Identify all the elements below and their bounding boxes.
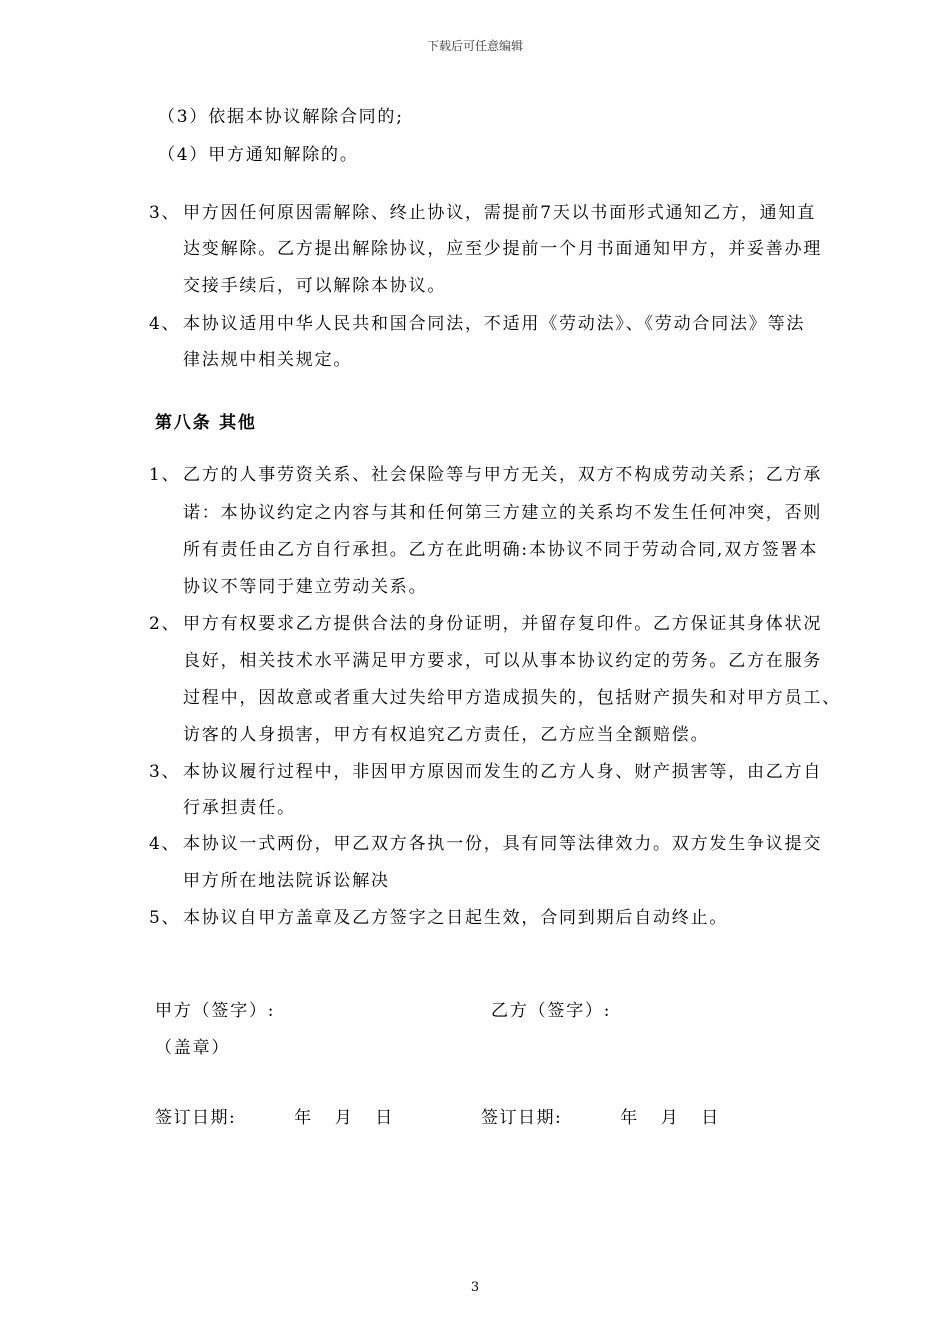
- section-heading: 第八条 其他: [155, 413, 257, 433]
- day-label: 日: [375, 1108, 394, 1128]
- clause-line: 甲方所在地法院诉讼解决: [183, 871, 390, 891]
- day-label: 日: [701, 1108, 720, 1128]
- clause-number: 1、: [149, 465, 181, 485]
- clause-number: 3、: [149, 762, 181, 782]
- clause-line: 良好，相关技术水平满足甲方要求，可以从事本协议约定的劳务。乙方在服务: [183, 651, 823, 671]
- clause-line: 本协议自甲方盖章及乙方签字之日起生效，合同到期后自动终止。: [183, 908, 729, 928]
- date-label: 签订日期:: [481, 1108, 563, 1128]
- party-b-signature-label: 乙方（签字）:: [491, 1001, 612, 1021]
- clause-line: 所有责任由乙方自行承担。乙方在此明确:本协议不同于劳动合同,双方签署本: [183, 540, 819, 560]
- clause-line: 乙方的人事劳资关系、社会保险等与甲方无关，双方不构成劳动关系；乙方承: [183, 465, 823, 485]
- page-header: 下载后可任意编辑: [426, 39, 523, 53]
- clause-line: 甲方有权要求乙方提供合法的身份证明，并留存复印件。乙方保证其身体状况: [183, 614, 823, 634]
- clause-line: 访客的人身损害，甲方有权追究乙方责任，乙方应当全额赔偿。: [183, 725, 710, 745]
- month-label: 月: [334, 1108, 354, 1128]
- clause-number: 4、: [149, 834, 181, 854]
- clause-sub-3: （3）依据本协议解除合同的;: [158, 107, 404, 127]
- clause-line: 本协议履行过程中，非因甲方原因而发生的乙方人身、财产损害等，由乙方自: [183, 762, 823, 782]
- clause-line: 律法规中相关规定。: [183, 350, 353, 370]
- clause-line: 诺：本协议约定之内容与其和任何第三方建立的关系均不发生任何冲突，否则: [183, 503, 823, 523]
- date-label: 签订日期:: [155, 1108, 237, 1128]
- clause-line: 行承担责任。: [183, 798, 296, 818]
- party-a-signature-label: 甲方（签字）:: [155, 1001, 276, 1021]
- clause-number: 5、: [149, 908, 181, 928]
- year-label: 年: [294, 1108, 313, 1128]
- clause-sub-4: （4）甲方通知解除的。: [158, 145, 359, 165]
- party-b-sign-date: [481, 1108, 720, 1128]
- clause-line: 交接手续后，可以解除本协议。: [183, 276, 447, 296]
- seal-label: （盖章）: [155, 1038, 231, 1058]
- clause-line: 甲方因任何原因需解除、终止协议，需提前7天以书面形式通知乙方，通知直: [183, 203, 817, 223]
- clause-number: 3、: [149, 203, 181, 223]
- clause-number: 2、: [149, 614, 181, 634]
- clause-line: 达变解除。乙方提出解除协议，应至少提前一个月书面通知甲方，并妥善办理: [183, 239, 823, 259]
- clause-number: 4、: [149, 314, 181, 334]
- year-label: 年: [620, 1108, 639, 1128]
- clause-line: 协议不等同于建立劳动关系。: [183, 577, 428, 597]
- party-a-sign-date: [155, 1108, 394, 1128]
- page-number: 3: [470, 1280, 480, 1295]
- clause-line: 本协议适用中华人民共和国合同法，不适用《劳动法》、《劳动合同法》等法: [183, 314, 806, 334]
- clause-line: 过程中，因故意或者重大过失给甲方造成损失的，包括财产损失和对甲方员工、: [183, 688, 841, 708]
- clause-line: 本协议一式两份，甲乙双方各执一份，具有同等法律效力。双方发生争议提交: [183, 834, 823, 854]
- month-label: 月: [660, 1108, 680, 1128]
